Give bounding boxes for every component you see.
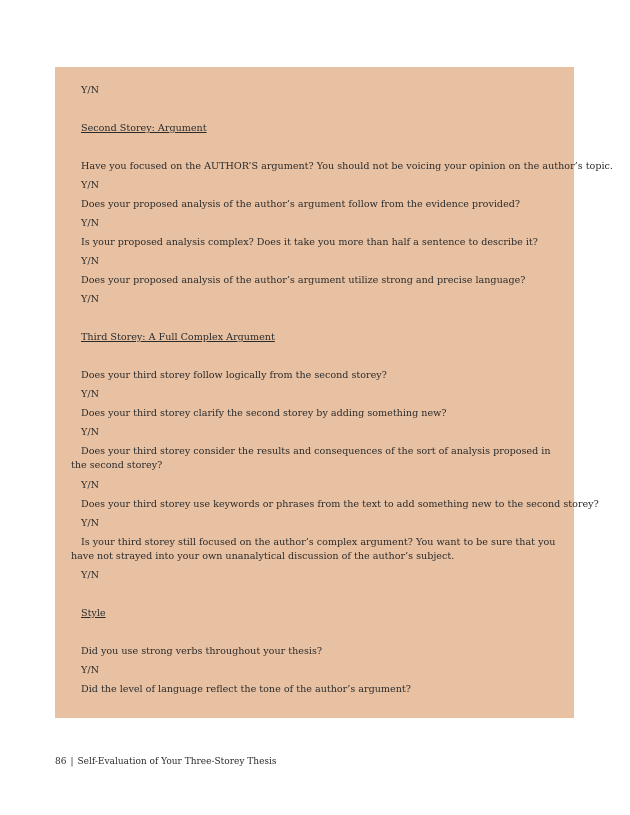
question-third-storey-5: Is your third storey still focused on the author’s complex argument? You want to be sure that you have not strayed into your own unanalytical discussion of the author’s subject. bbox=[71, 537, 556, 562]
page-footer bbox=[55, 756, 277, 768]
answer-yn: Y/N bbox=[81, 85, 99, 96]
answer-yn: Y/N bbox=[81, 518, 99, 529]
question-third-storey-3: Does your third storey consider the results and consequences of the sort of analysis proposed in the second storey? bbox=[71, 446, 551, 471]
answer-yn: Y/N bbox=[81, 294, 99, 305]
question-second-storey-2: Does your proposed analysis of the author’s argument follow from the evidence provided? bbox=[81, 199, 521, 210]
question-style-1: Did you use strong verbs throughout your thesis? bbox=[81, 646, 323, 657]
page-number: 86 bbox=[55, 757, 67, 767]
answer-yn: Y/N bbox=[81, 389, 99, 400]
question-second-storey-4: Does your proposed analysis of the author’s argument utilize strong and precise language? bbox=[81, 275, 526, 286]
question-second-storey-1: Have you focused on the AUTHOR’S argument? You should not be voicing your opinion on the author’s topic. bbox=[81, 161, 613, 172]
answer-yn: Y/N bbox=[81, 256, 99, 267]
question-third-storey-2: Does your third storey clarify the second storey by adding something new? bbox=[81, 408, 447, 419]
answer-yn: Y/N bbox=[81, 427, 99, 438]
answer-yn: Y/N bbox=[81, 665, 99, 676]
running-title: Self-Evaluation of Your Three-Storey Thesis bbox=[77, 757, 277, 767]
question-third-storey-1: Does your third storey follow logically from the second storey? bbox=[81, 370, 387, 381]
question-style-2: Did the level of language reflect the tone of the author’s argument? bbox=[81, 684, 411, 695]
footer-separator: | bbox=[70, 757, 74, 767]
section-heading-third-storey: Third Storey: A Full Complex Argument bbox=[81, 332, 275, 343]
answer-yn: Y/N bbox=[81, 480, 99, 491]
section-heading-style: Style bbox=[81, 608, 106, 619]
section-heading-second-storey: Second Storey: Argument bbox=[81, 123, 207, 134]
question-second-storey-3: Is your proposed analysis complex? Does it take you more than half a sentence to describe it? bbox=[81, 237, 538, 248]
answer-yn: Y/N bbox=[81, 218, 99, 229]
answer-yn: Y/N bbox=[81, 570, 99, 581]
question-third-storey-4: Does your third storey use keywords or phrases from the text to add something new to the second storey? bbox=[81, 499, 599, 510]
answer-yn: Y/N bbox=[81, 180, 99, 191]
